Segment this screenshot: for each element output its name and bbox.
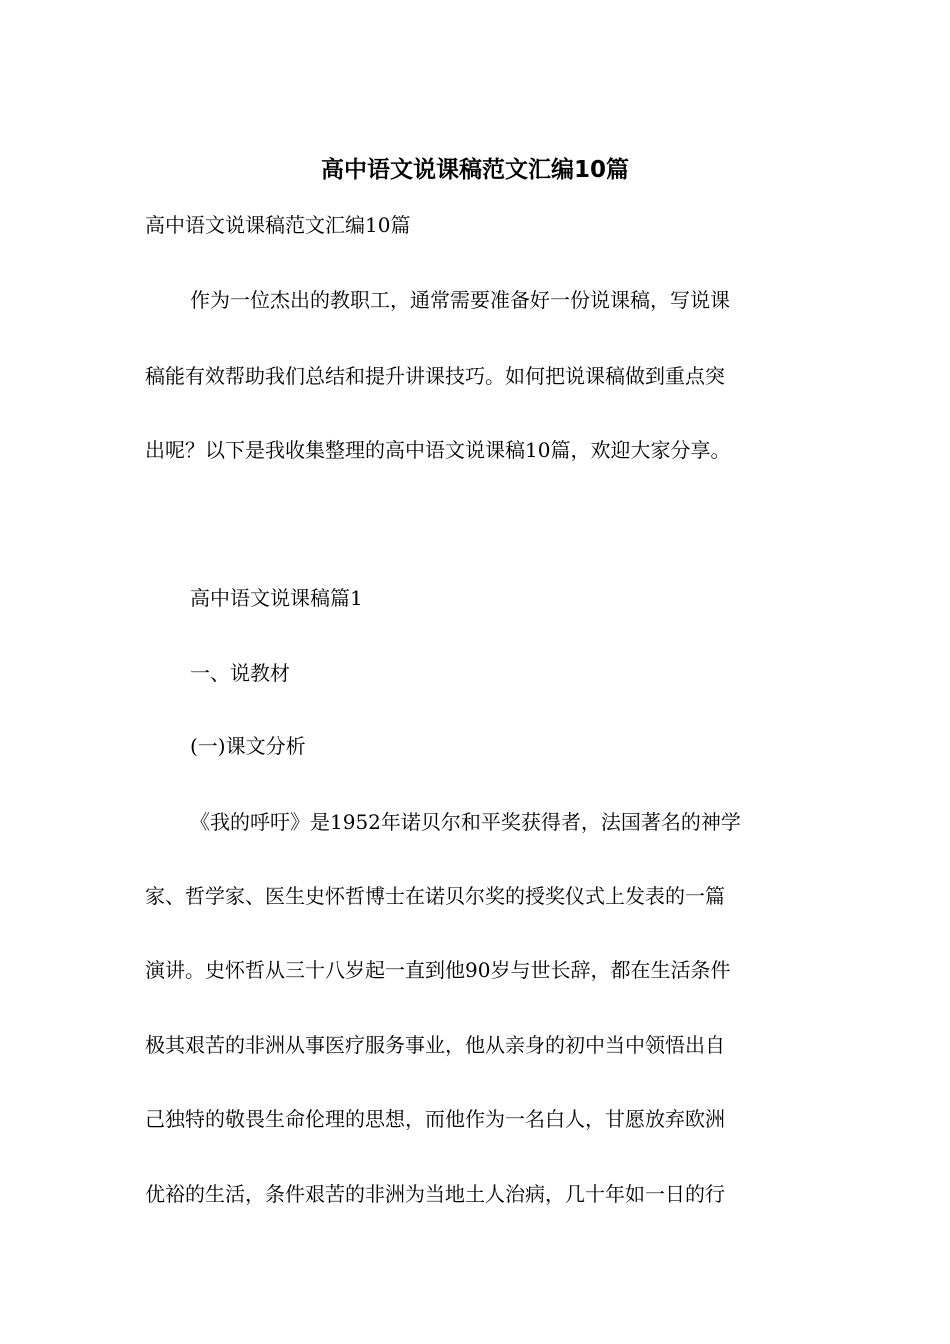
body-line: 演讲。史怀哲从三十八岁起一直到他90岁与世长辞，都在生活条件 (145, 958, 731, 982)
body-line: 极其艰苦的非洲从事医疗服务事业，他从亲身的初中当中领悟出自 (145, 1033, 725, 1057)
body-line: 己独特的敬畏生命伦理的思想，而他作为一名白人，甘愿放弃欧洲 (145, 1107, 725, 1131)
intro-line: 出呢？以下是我收集整理的高中语文说课稿10篇，欢迎大家分享。 (145, 438, 731, 462)
section-heading: 高中语文说课稿篇1 (190, 586, 363, 610)
body-line: 优裕的生活，条件艰苦的非洲为当地土人治病，几十年如一日的行 (145, 1182, 725, 1206)
document-title: 高中语文说课稿范文汇编10篇 (320, 157, 629, 183)
body-line: 《我的呼吁》是1952年诺贝尔和平奖获得者，法国著名的神学 (190, 810, 741, 834)
part-heading: 一、说教材 (190, 661, 290, 685)
document-subtitle: 高中语文说课稿范文汇编10篇 (145, 213, 411, 237)
body-line: 家、哲学家、医生史怀哲博士在诺贝尔奖的授奖仪式上发表的一篇 (145, 884, 725, 908)
intro-line: 作为一位杰出的教职工，通常需要准备好一份说课稿，写说课 (190, 288, 730, 312)
intro-line: 稿能有效帮助我们总结和提升讲课技巧。如何把说课稿做到重点突 (145, 364, 725, 388)
subpart-heading: (一)课文分析 (190, 734, 306, 758)
